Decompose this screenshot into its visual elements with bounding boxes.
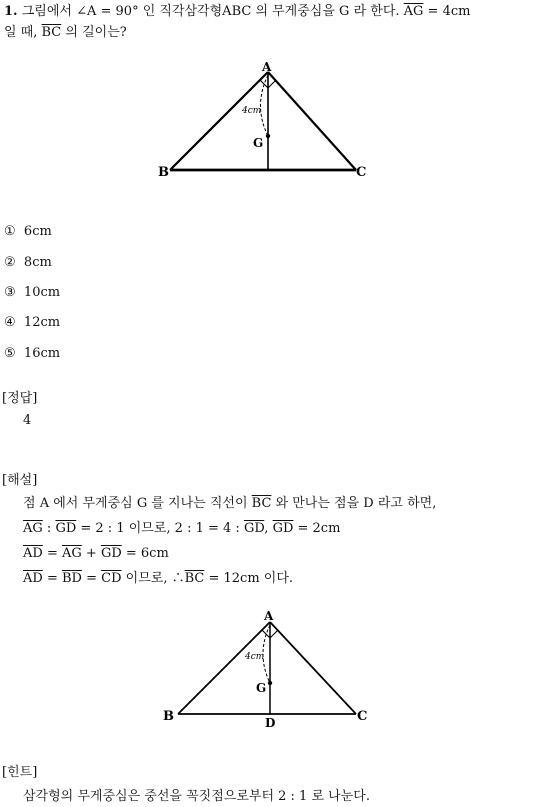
answer-label: [정답] [2, 391, 38, 406]
explanation-text: 이므로, ∴ [121, 571, 185, 586]
segment-bc: $\overline{BC}$ [41, 25, 62, 40]
segment-cd: $\overline{CD}$ [101, 571, 122, 586]
choice-text: 12cm [23, 315, 61, 330]
question-text: 의 길이는? [61, 25, 127, 40]
choice-text: 16cm [23, 346, 61, 361]
question-text: 일 때, [4, 25, 42, 40]
centroid-g-label: G [256, 681, 267, 695]
explanation-text: = [42, 571, 62, 586]
explanation-text: , [264, 521, 273, 536]
explanation-text: = 2 : 1 이므로, 2 : 1 = 4 : [76, 521, 244, 536]
explanation-line-2 [23, 521, 340, 537]
segment-ag: $\overline{AG}$ [61, 546, 82, 561]
vertex-a-label: A [262, 60, 272, 74]
choice-text: 6cm [23, 224, 52, 239]
foot-d-label: D [265, 716, 276, 730]
choice-1[interactable] [4, 224, 52, 240]
triangle-figure-1 [150, 58, 380, 182]
explanation-text: = [81, 571, 102, 586]
explanation-label: [해설] [2, 473, 38, 488]
segment-gd: $\overline{GD}$ [243, 521, 265, 536]
segment-gd: $\overline{GD}$ [55, 521, 77, 536]
explanation-text: = 2cm [293, 521, 341, 536]
question-number: 1. [4, 4, 18, 19]
choice-marker: ① [4, 224, 16, 239]
explanation-text: + [81, 546, 101, 561]
explanation-line-4 [23, 571, 293, 587]
segment-gd: $\overline{GD}$ [100, 546, 122, 561]
explanation-line-3 [23, 546, 169, 562]
explanation-text: = 12cm 이다. [204, 571, 294, 586]
hint-text: 삼각형의 무게중심은 중선을 꼭짓점으로부터 2 : 1 로 나눈다. [23, 789, 370, 804]
explanation-text: = [42, 546, 62, 561]
segment-bc: $\overline{BC}$ [251, 496, 272, 511]
centroid-g-label: G [253, 136, 264, 150]
vertex-b-label: B [163, 709, 174, 724]
question-line-1 [4, 4, 470, 20]
vertex-a-label: A [264, 609, 274, 623]
vertex-b-label: B [158, 165, 169, 180]
explanation-text: 와 만나는 점을 D 라고 하면, [271, 496, 437, 511]
triangle-figure-2 [158, 603, 380, 731]
segment-gd: $\overline{GD}$ [272, 521, 294, 536]
hint-label: [힌트] [2, 765, 38, 780]
choice-4[interactable] [4, 315, 60, 331]
explanation-line-1 [23, 496, 436, 512]
explanation-text: = 6cm [121, 546, 169, 561]
segment-ad: $\overline{AD}$ [23, 546, 43, 561]
segment-bc: $\overline{BC}$ [184, 571, 205, 586]
length-label: 4cm [245, 652, 265, 662]
length-label: 4cm [242, 106, 262, 116]
segment-ad: $\overline{AD}$ [23, 571, 43, 586]
explanation-text: 점 A 에서 무게중심 G 를 지나는 직선이 [23, 496, 252, 511]
question-text: 그림에서 ∠A = 90° 인 직각삼각형ABC 의 무게중심을 G 라 한다. [21, 4, 404, 19]
segment-bd: $\overline{BD}$ [61, 571, 82, 586]
vertex-c-label: C [356, 165, 367, 180]
question-text: = 4cm [423, 4, 471, 19]
choice-marker: ④ [4, 315, 16, 330]
choice-2[interactable] [4, 255, 52, 271]
answer-value: 4 [23, 413, 32, 428]
question-line-2 [4, 25, 127, 41]
choice-text: 8cm [23, 255, 52, 270]
choice-marker: ② [4, 255, 16, 270]
choice-marker: ③ [4, 285, 16, 300]
choice-marker: ⑤ [4, 346, 16, 361]
explanation-text: : [42, 521, 56, 536]
segment-ag: $\overline{AG}$ [403, 4, 424, 19]
choice-3[interactable] [4, 285, 60, 301]
segment-ag: $\overline{AG}$ [23, 521, 43, 536]
vertex-c-label: C [357, 709, 368, 724]
choice-text: 10cm [23, 285, 61, 300]
choice-5[interactable] [4, 346, 60, 362]
